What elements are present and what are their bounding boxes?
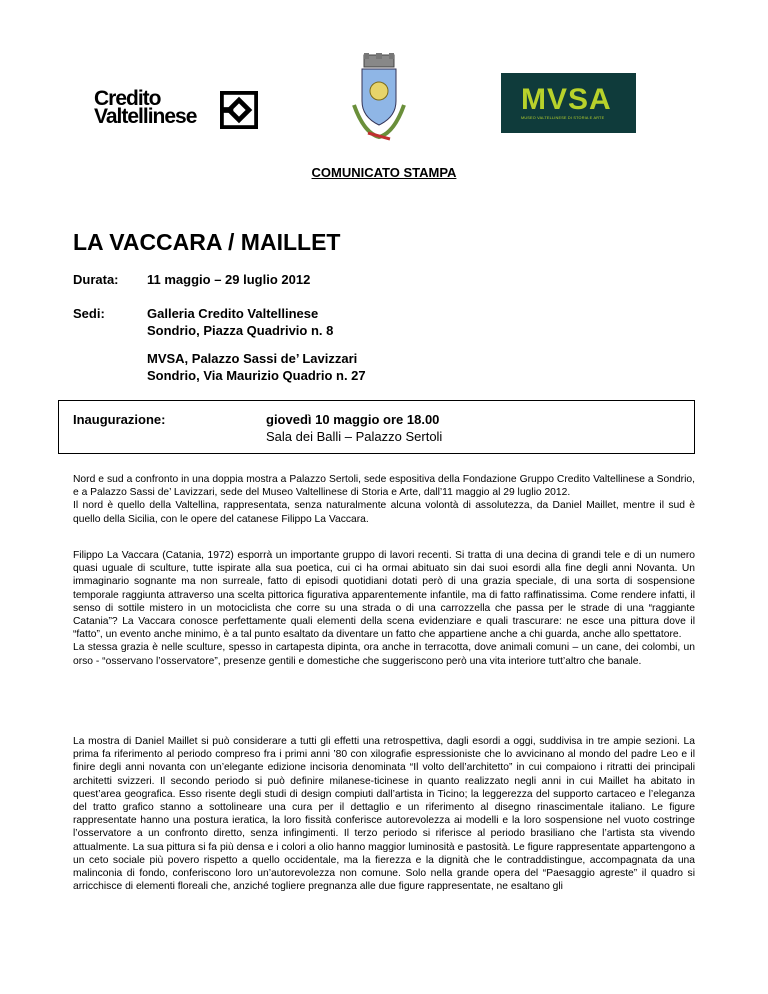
venue1-line1: Galleria Credito Valtellinese	[147, 306, 319, 321]
mvsa-logo-subtitle: MUSEO VALTELLINESE DI STORIA E ARTE	[521, 116, 605, 120]
paragraph-maillet: La mostra di Daniel Maillet si può considerare a tutti gli effetti una retrospettiva, dagli esordi a oggi, suddivisa in tre ampie sezioni. La prima fa riferimento al periodo compreso fra i primi anni ’80 con xilografie espressioniste che lo avvicinano al mondo del padre Leo e il finire degli anni novanta con un’elegante edizione incisoria denominata “Il volto dell’architetto” in cui compaiono i ritratti dei principali architetti svizzeri. Il secondo periodo si può definire milanese-ticinese in quanto realizzato negli anni in cui Maillet ha abitato in quest’area geografica. Esso risente degli studi di design compiuti dall’artista in Ticino; la leggerezza del supporto cartaceo e l’eleganza del tratto grafico stanno a sottolineare una cura per il dettaglio e un riferimento al disegno rinascimentale italiano. Le figure rappresentate hanno una postura ieratica, la loro fissità conferisce autorevolezza ai modelli e la loro sospensione nel vuoto costringe l’osservatore a un confronto diretto, senza infingimenti. Il terzo periodo si riferisce al periodo brasiliano che l’artista sta vivendo attualmente. La sua pittura si fa più densa e i colori a olio hanno maggior luminosità e pastosità. Le figure rappresentate appartengono a un ceto sociale più povero rispetto a quello occidentale, ma la fierezza e la dignità che le contraddistingue, accompagnata da una malinconia di fondo, conferiscono loro un’autorevolezza non comune. Solo nella grande opera del “Paesaggio agreste” il quadro si arricchisce di elementi floreali che, anziché togliere pregnanza alle due figure rappresentate, ne esaltano gli	[73, 736, 695, 893]
credito-logo-wordmark: Credito Valtellinese	[94, 87, 197, 128]
intro-paragraphs	[73, 473, 695, 526]
paragraph-north-south: Il nord è quello della Valtellina, rappresentata, senza naturalmente alcuna volontà di assolutezza, da Daniel Maillet, mentre il sud è quello della Sicilia, con le opere del catanese Filippo La Vaccara.	[73, 500, 695, 525]
durata-value: 11 maggio – 29 luglio 2012	[147, 272, 311, 287]
press-release-label: COMUNICATO STAMPA	[311, 165, 457, 180]
paragraph-la-vaccara: Filippo La Vaccara (Catania, 1972) esporrà un importante gruppo di lavori recenti. Si tratta di una decina di grandi tele e di un numero quasi uguale di sculture, tutte ispirate alla sua poetica, cui ci ha ormai abituato sin dai suoi esordi alla fine degli anni Novanta. Un immaginario sognante ma non surreale, fatto di episodi quotidiani dotati però di una grazia speciale, di una sorta di sospensione temporale raggiunta attraverso una scelta pittorica figurativa apparentemente infantile, ma di fatto raffinatissima. Come rendere infatti, il senso di sottile mistero in un motociclista che corre su una strada o di una carrozzella che passa per le strade di una “raggiante Catania”? La Vaccara conosce perfettamente quali elementi della scena evidenziare e quali trascurare: ne esce una pittura dove il “fatto”, un evento anche minimo, è a tal punto esaltato da diventare un fatto che appartiene anche a chi guarda, anche allo spettatore.	[73, 550, 695, 641]
mvsa-logo-title: MVSA	[521, 83, 612, 116]
durata-label: Durata:	[73, 272, 119, 287]
sedi-label: Sedi:	[73, 306, 105, 321]
venue1-line2: Sondrio, Piazza Quadrivio n. 8	[147, 323, 334, 338]
paragraph-intro: Nord e sud a confronto in una doppia mostra a Palazzo Sertoli, sede espositiva della Fondazione Gruppo Credito Valtellinese a Sondrio, e a Palazzo Sassi de’ Lavizzari, sede del Museo Valtellinese di Storia e Arte, dall’11 maggio al 29 luglio 2012.	[73, 474, 695, 499]
credito-valtellinese-logo	[94, 87, 274, 132]
venue2-line2: Sondrio, Via Maurizio Quadrio n. 27	[147, 368, 366, 383]
inauguration-date: giovedì 10 maggio ore 18.00	[266, 412, 440, 427]
la-vaccara-section	[73, 549, 695, 668]
inauguration-label: Inaugurazione:	[73, 412, 166, 427]
inauguration-venue: Sala dei Balli – Palazzo Sertoli	[266, 429, 443, 444]
paragraph-sculptures: La stessa grazia è nelle sculture, spesso in cartapesta dipinta, ora anche in terracotta, dove animali comuni – un cane, dei colombi, un orso - “osservano l’osservatore”, presenze gentili e domestiche che suggeriscono però una vita interiore tutt’altro che banale.	[73, 642, 695, 667]
mvsa-logo	[501, 73, 636, 133]
municipal-crest-icon	[344, 53, 414, 143]
inauguration-box	[58, 400, 695, 454]
page-title: LA VACCARA / MAILLET	[73, 229, 341, 255]
maillet-section	[73, 735, 695, 893]
logo-header	[0, 0, 768, 160]
venue2-line1: MVSA, Palazzo Sassi de’ Lavizzari	[147, 351, 358, 366]
credito-emblem-icon	[220, 91, 258, 129]
